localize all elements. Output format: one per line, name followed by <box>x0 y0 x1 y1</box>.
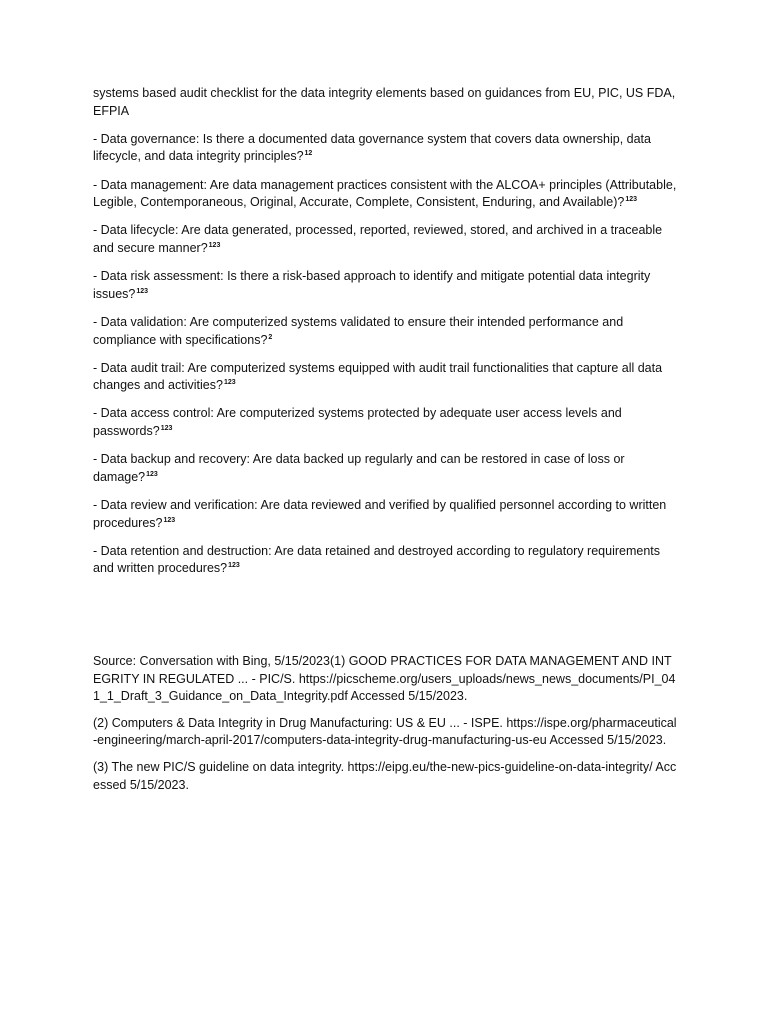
checklist-item-text: - Data backup and recovery: Are data backed up regularly and can be restored in case of loss or damage? <box>93 452 625 484</box>
reference-marks: 12 <box>304 150 313 158</box>
reference-marks: 123 <box>146 470 158 478</box>
checklist-item-text: - Data retention and destruction: Are data retained and destroyed according to regulatory requirements and written procedures? <box>93 543 661 576</box>
source-entry: Source: Conversation with Bing, 5/15/2023(1) GOOD PRACTICES FOR DATA MANAGEMENT AND INTEGRITY IN REGULATED ... - PIC/S. https://picscheme.org/users_uploads/news_news_documents/PI_041_1_Draft_3_Guidance_on_Data_Integrity.pdf Accessed 5/15/2023. <box>93 654 676 704</box>
source-entry: (2) Computers & Data Integrity in Drug Manufacturing: US & EU ... - ISPE. https://ispe.org/pharmaceutical-engineering/march-april-2017/computers-data-integrity-drug-manufacturing-us-eu Accessed 5/15/2023. <box>93 715 677 748</box>
reference-marks: 123 <box>223 379 236 387</box>
checklist-item-text: - Data audit trail: Are computerized systems equipped with audit trail functionalities that capture all data changes and activities? <box>93 360 663 393</box>
sources-section <box>93 653 679 803</box>
checklist-item-text: - Data governance: Is there a documented data governance system that covers data ownership, data lifecycle, and data integrity principles? <box>93 131 651 164</box>
checklist-item <box>93 360 679 395</box>
reference-marks: 123 <box>228 562 240 570</box>
reference-marks: 123 <box>625 196 638 204</box>
document-heading: systems based audit checklist for the data integrity elements based on guidances from EU, PIC, US FDA, EFPIA <box>93 86 676 118</box>
reference-marks: 123 <box>136 287 149 295</box>
checklist-item-text: - Data validation: Are computerized systems validated to ensure their intended performance and compliance with specifications? <box>93 314 624 347</box>
checklist-item-text: - Data lifecycle: Are data generated, processed, reported, reviewed, stored, and archived in a traceable and secure manner? <box>93 223 663 255</box>
source-entry: (3) The new PIC/S guideline on data integrity. https://eipg.eu/the-new-pics-guideline-on-data-integrity/ Accessed 5/15/2023. <box>93 759 677 792</box>
checklist-item-text: - Data review and verification: Are data reviewed and verified by qualified personnel according to written procedures? <box>93 498 667 530</box>
checklist-item <box>93 268 679 303</box>
checklist-item <box>93 222 679 257</box>
checklist-item <box>93 543 679 578</box>
checklist-item-text: - Data access control: Are computerized systems protected by adequate user access levels and passwords? <box>93 406 622 439</box>
checklist-item <box>93 131 679 166</box>
checklist-item <box>93 177 679 212</box>
checklist-item <box>93 405 679 440</box>
checklist-section <box>93 85 679 589</box>
reference-marks: 2 <box>268 333 273 341</box>
checklist-item-text: - Data risk assessment: Is there a risk-based approach to identify and mitigate potential data integrity issues? <box>93 269 651 301</box>
reference-marks: 123 <box>163 516 176 524</box>
checklist-item <box>93 314 679 349</box>
reference-marks: 123 <box>160 425 173 433</box>
checklist-item <box>93 451 679 486</box>
checklist-item <box>93 497 679 532</box>
reference-marks: 123 <box>208 241 221 249</box>
checklist-item-text: - Data management: Are data management practices consistent with the ALCOA+ principles (Attributable, Legible, Contemporaneous, Original, Accurate, Complete, Consistent, Enduring, and Available)? <box>93 177 677 210</box>
